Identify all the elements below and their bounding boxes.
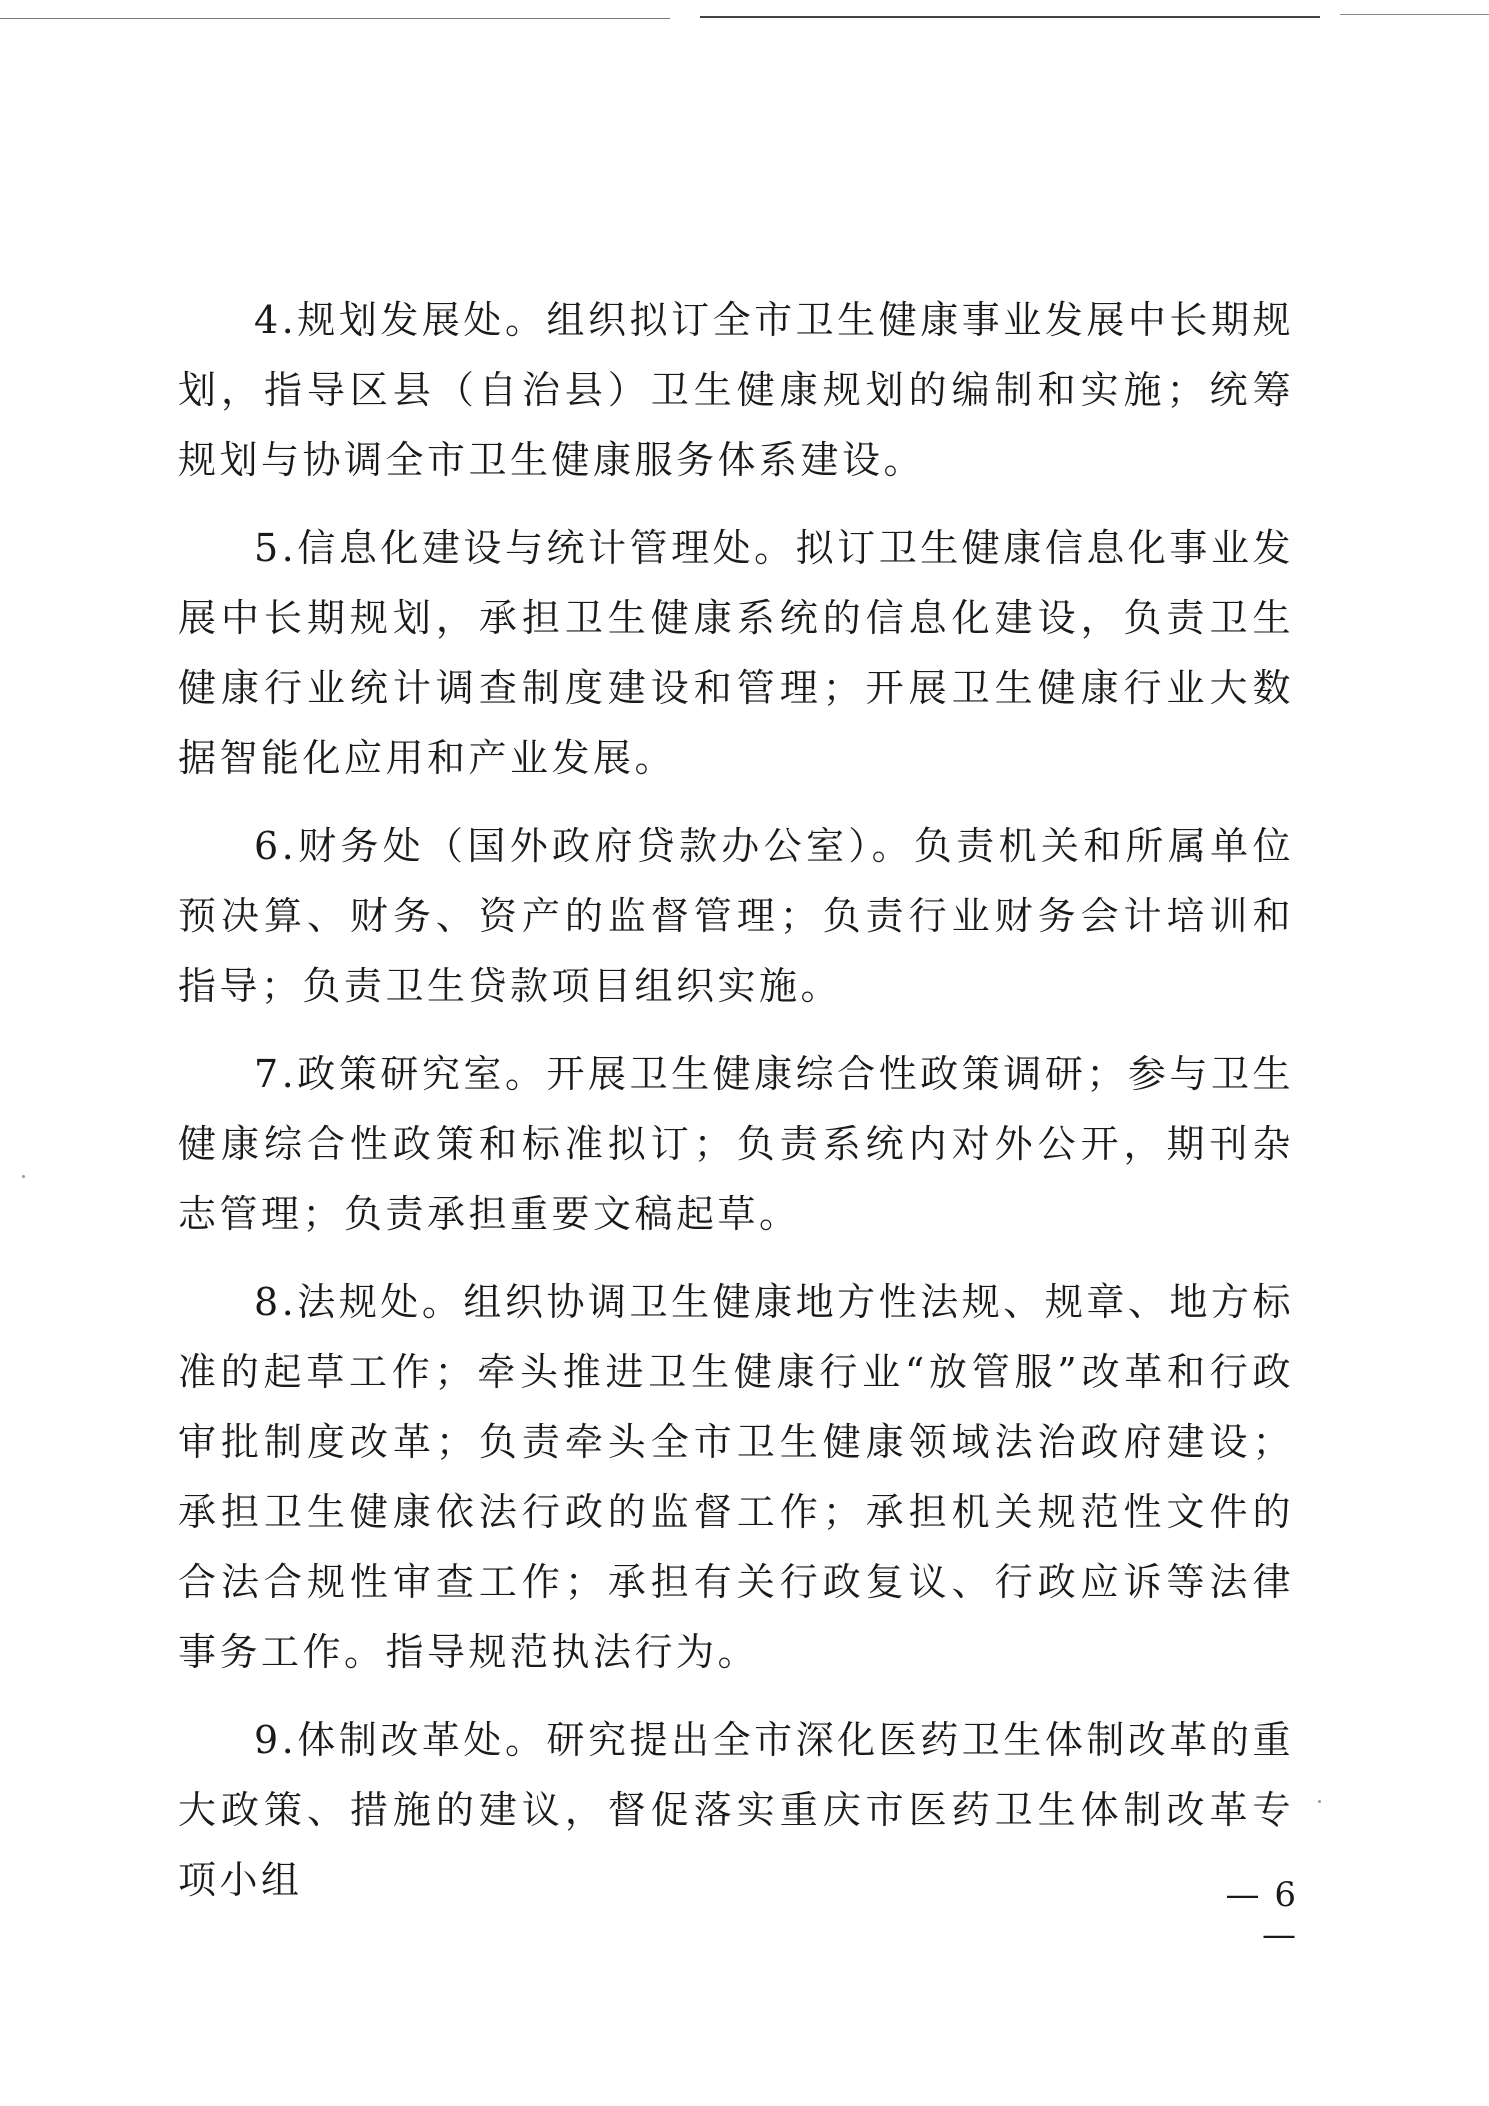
page-number: — 6 — [1225,1875,1298,1955]
paragraph-legal-office: 8.法规处。组织协调卫生健康地方性法规、规章、地方标准的起草工作；牵头推进卫生健康行业“放管服”改革和行政审批制度改革；负责牵头全市卫生健康领域法治政府建设；承担卫生健康依法行政的监督工作；承担机关规范性文件的合法合规性审查工作；承担有关行政复议、行政应诉等法律事务工作。指导规范执法行为。 [178,1280,1294,1674]
scan-edge-line [700,16,1320,18]
paragraph-informatization-office: 5.信息化建设与统计管理处。拟订卫生健康信息化事业发展中长期规划，承担卫生健康系统的信息化建设，负责卫生健康行业统计调查制度建设和管理；开展卫生健康行业大数据智能化应用和产业发展。 [178,526,1294,780]
scan-speck [1318,1800,1321,1803]
scan-edge-line [0,18,670,19]
paragraph-reform-office: 9.体制改革处。研究提出全市深化医药卫生体制改革的重大政策、措施的建议，督促落实重庆市医药卫生体制改革专项小组 [178,1718,1294,1902]
scan-speck [22,1175,25,1178]
scan-edge-line [1340,14,1489,15]
document-body [178,285,1294,1933]
paragraph-planning-office: 4.规划发展处。组织拟订全市卫生健康事业发展中长期规划，指导区县（自治县）卫生健康规划的编制和实施；统筹规划与协调全市卫生健康服务体系建设。 [178,298,1294,482]
paragraph-finance-office: 6.财务处（国外政府贷款办公室）。负责机关和所属单位预决算、财务、资产的监督管理；负责行业财务会计培训和指导；负责卫生贷款项目组织实施。 [178,824,1294,1008]
paragraph-policy-research-office: 7.政策研究室。开展卫生健康综合性政策调研；参与卫生健康综合性政策和标准拟订；负责系统内对外公开，期刊杂志管理；负责承担重要文稿起草。 [178,1052,1294,1236]
